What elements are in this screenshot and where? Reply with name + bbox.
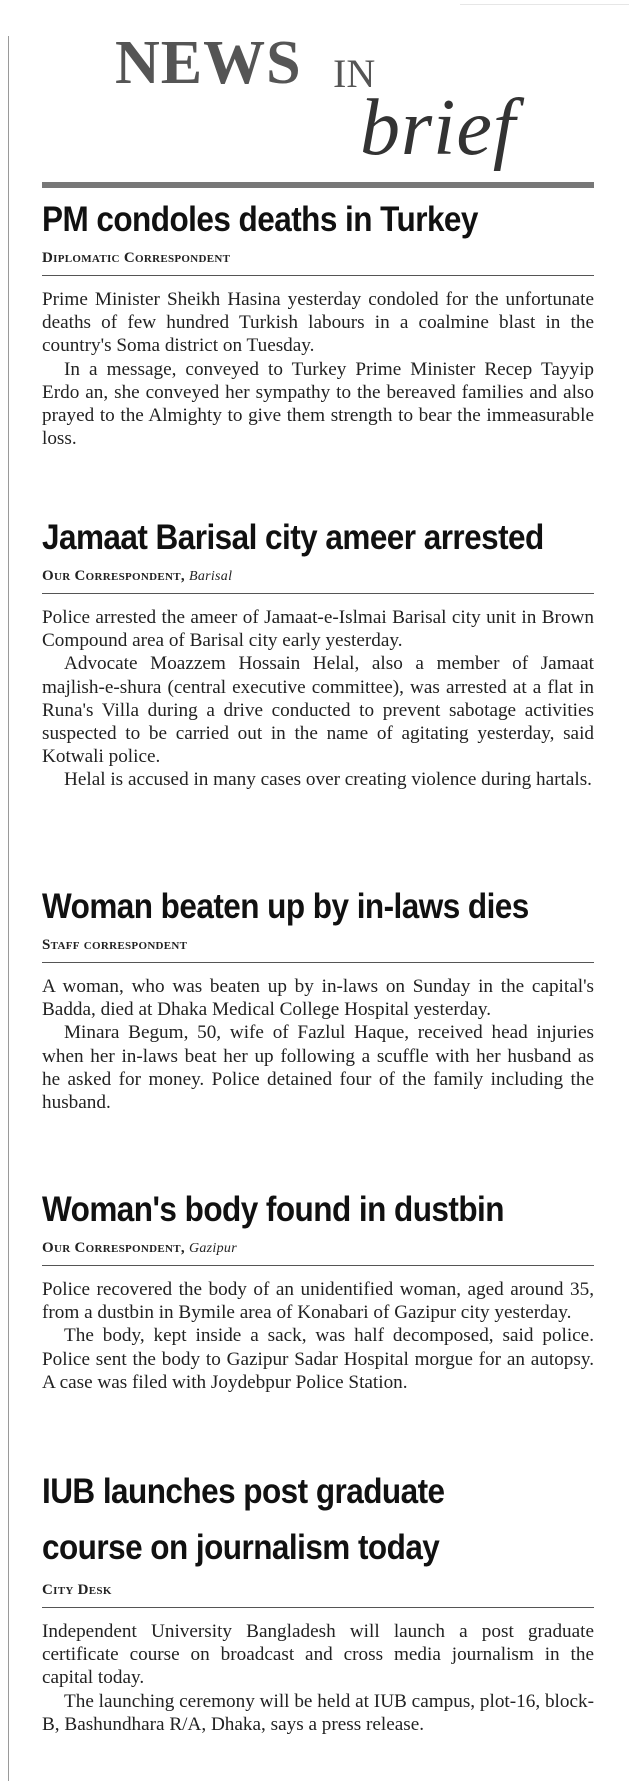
- masthead-brief: brief: [360, 84, 517, 172]
- story-headline-line-2: course on journalism today: [42, 1528, 440, 1567]
- story-paragraph: Police recovered the body of an unidentified woman, aged around 35, from a dustbin in Bymile area of Konabari of Gazipur city yesterday.: [42, 1279, 594, 1324]
- story-paragraph: The launching ceremony will be held at IUB campus, plot-16, block-B, Bashundhara R/A, Dhaka, says a press release.: [42, 1690, 594, 1735]
- story-headline: Woman's body found in dustbin: [42, 1190, 504, 1229]
- story-headline-line-1: IUB launches post graduate: [42, 1472, 445, 1511]
- news-story: [42, 1464, 594, 1736]
- story-body: [42, 975, 594, 1114]
- news-story: [42, 883, 594, 1114]
- byline-text: Diplomatic Correspondent: [42, 250, 231, 266]
- masthead-rule: [42, 182, 594, 188]
- byline-text: Our Correspondent,: [42, 1240, 185, 1256]
- masthead-in: IN: [333, 51, 376, 96]
- byline-text: Our Correspondent,: [42, 568, 185, 584]
- story-paragraph: Minara Begum, 50, wife of Fazlul Haque, received head injuries when her in-laws beat her up following a scuffle with her husband as he asked for money. Police detained four of the family including the husband.: [42, 1022, 594, 1114]
- news-story: [42, 514, 594, 792]
- story-body: [42, 1278, 594, 1394]
- byline-place: Gazipur: [188, 1241, 237, 1256]
- story-headline: PM condoles deaths in Turkey: [42, 200, 478, 239]
- byline-text: City Desk: [42, 1582, 112, 1598]
- story-byline: [42, 1240, 594, 1266]
- story-paragraph: The body, kept inside a sack, was half decomposed, said police. Police sent the body to Gazipur Sadar Hospital morgue for an autopsy. A case was filed with Joydebpur Police Station.: [42, 1325, 594, 1393]
- masthead-news: NEWS: [115, 29, 302, 97]
- story-body: [42, 1620, 594, 1736]
- story-byline: [42, 1582, 594, 1608]
- byline-text: Staff correspondent: [42, 937, 188, 953]
- story-body: [42, 606, 594, 792]
- top-rule: [460, 4, 629, 5]
- news-story: [42, 1186, 594, 1394]
- story-paragraph: Police arrested the ameer of Jamaat-e-Islmai Barisal city unit in Brown Compound area of Barisal city early yesterday.: [42, 607, 594, 652]
- story-byline: [42, 937, 594, 963]
- story-paragraph: Advocate Moazzem Hossain Helal, also a member of Jamaat majlish-e-shura (central executive committee), was arrested at a flat in Runa's Villa during a drive conducted to prevent sabotage activities suspected to be carried out in the name of agitating yesterday, said Kotwali police.: [42, 653, 594, 768]
- story-paragraph: A woman, who was beaten up by in-laws on Sunday in the capital's Badda, died at Dhaka Medical College Hospital yesterday.: [42, 976, 594, 1021]
- column-rule: [8, 36, 9, 1781]
- story-paragraph: Helal is accused in many cases over creating violence during hartals.: [64, 769, 592, 791]
- story-body: [42, 288, 594, 450]
- byline-place: Barisal: [188, 569, 233, 584]
- story-paragraph: Independent University Bangladesh will launch a post graduate certificate course on broadcast and cross media journalism in the capital today.: [42, 1621, 594, 1689]
- story-headline: Woman beaten up by in-laws dies: [42, 887, 529, 926]
- story-byline: [42, 250, 594, 276]
- news-story: [42, 196, 594, 450]
- story-paragraph: In a message, conveyed to Turkey Prime Minister Recep Tayyip Erdo an, she conveyed her sympathy to the bereaved families and also prayed to the Almighty to give them strength to bear the immeasurable loss.: [42, 358, 594, 450]
- story-byline: [42, 568, 594, 594]
- section-masthead: [115, 24, 565, 174]
- story-paragraph: Prime Minister Sheikh Hasina yesterday condoled for the unfortunate deaths of few hundred Turkish labours in a coalmine blast in the country's Soma district on Tuesday.: [42, 289, 594, 357]
- story-headline: Jamaat Barisal city ameer arrested: [42, 518, 544, 557]
